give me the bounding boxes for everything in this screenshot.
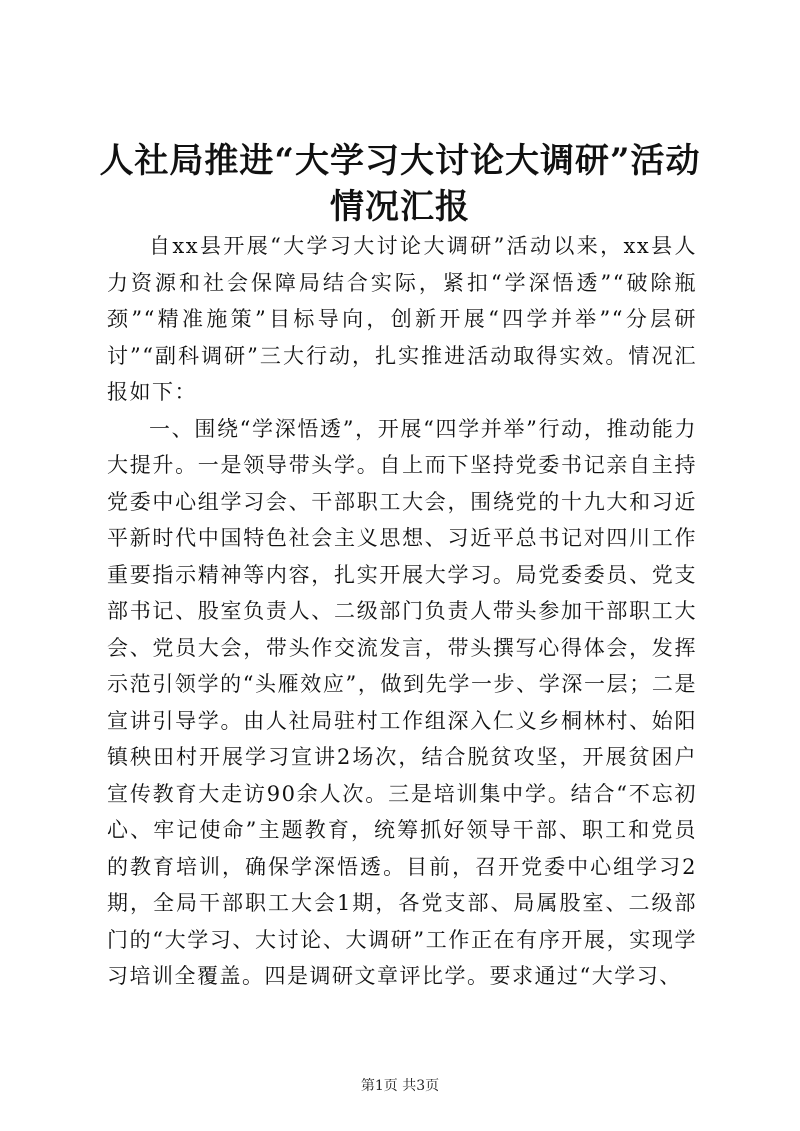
document-title: 人社局推进“大学习大讨论大调研”活动情况汇报: [99, 141, 701, 227]
document-body: [107, 228, 697, 995]
page-footer: 第1页 共3页: [360, 1078, 440, 1094]
section-one-paragraph: 一、围绕“学深悟透”，开展“四学并举”行动，推动能力大提升。一是领导带头学。自上而下坚持党委书记亲自主持党委中心组学习会、干部职工大会，围绕党的十九大和习近平新时代中国特色社会主义思想、习近平总书记对四川工作重要指示精神等内容，扎实开展大学习。局党委委员、党支部书记、股室负责人、二级部门负责人带头参加干部职工大会、党员大会，带头作交流发言，带头撰写心得体会，发挥示范引领学的“头雁效应”，做到先学一步、学深一层；二是宣讲引导学。由人社局驻村工作组深入仁义乡桐林村、始阳镇秧田村开展学习宣讲2场次，结合脱贫攻坚，开展贫困户宣传教育大走访90余人次。三是培训集中学。结合“不忘初心、牢记使命”主题教育，统筹抓好领导干部、职工和党员的教育培训，确保学深悟透。目前，召开党委中心组学习2期，全局干部职工大会1期，各党支部、局属股室、二级部门的“大学习、大讨论、大调研”工作正在有序开展，实现学习培训全覆盖。四是调研文章评比学。要求通过“大学习、: [107, 416, 697, 988]
intro-paragraph: 自xx县开展“大学习大讨论大调研”活动以来，xx县人力资源和社会保障局结合实际，紧扣“学深悟透”“破除瓶颈”“精准施策”目标导向，创新开展“四学并举”“分层研讨”“副科调研”三大行动，扎实推进活动取得实效。情况汇报如下：: [107, 234, 697, 404]
